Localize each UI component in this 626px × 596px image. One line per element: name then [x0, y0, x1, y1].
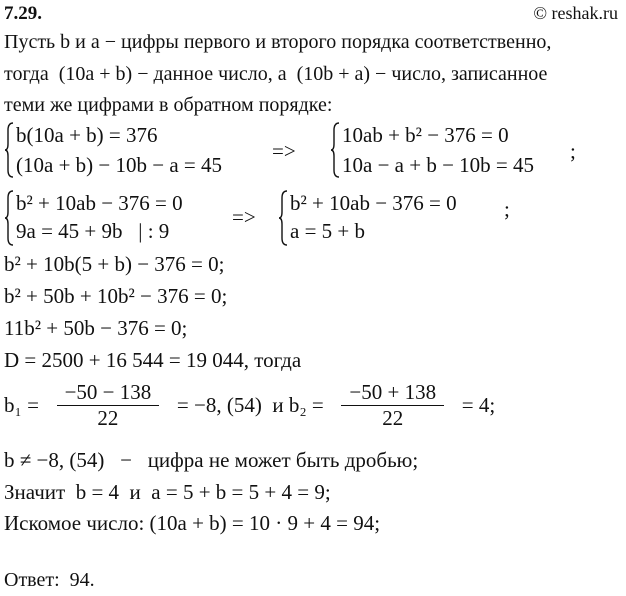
- brace-icon: [4, 190, 14, 246]
- root-result: = 4;: [461, 393, 496, 417]
- intro-line: тогда (10a + b) − данное число, а (10b + a) − число, записанное: [4, 63, 548, 85]
- conclusion: b ≠ −8, (54) − цифра не может быть дробью;: [4, 448, 419, 472]
- numerator: −50 − 138: [57, 380, 160, 406]
- conclusion: Значит b = 4 и a = 5 + b = 5 + 4 = 9;: [4, 480, 331, 504]
- implies-arrow: =>: [272, 139, 296, 163]
- problem-number: 7.29.: [4, 3, 42, 24]
- step: b² + 50b + 10b² − 376 = 0;: [4, 284, 228, 308]
- step: D = 2500 + 16 544 = 19 044, тогда: [4, 348, 302, 372]
- roots-line: [4, 380, 495, 431]
- intro-line: Пусть b и a − цифры первого и второго порядка соответственно,: [4, 31, 552, 53]
- equation: 10ab + b² − 376 = 0: [342, 123, 509, 147]
- answer: Ответ: 94.: [4, 569, 95, 591]
- denominator: 22: [382, 406, 404, 430]
- equation: b² + 10ab − 376 = 0: [16, 191, 183, 215]
- fraction: [43, 380, 173, 431]
- implies-arrow: =>: [232, 205, 256, 229]
- root-label: b₁ =: [4, 393, 39, 417]
- semicolon: ;: [504, 197, 510, 221]
- intro-line: теми же цифрами в обратном порядке:: [4, 94, 333, 116]
- denominator: 22: [97, 406, 119, 430]
- brace-icon: [4, 122, 14, 178]
- site-watermark: © reshak.ru: [533, 3, 618, 23]
- equation: a = 5 + b: [290, 219, 366, 243]
- step: b² + 10b(5 + b) − 376 = 0;: [4, 252, 225, 276]
- brace-icon: [330, 122, 340, 178]
- equation: 10a − a + b − 10b = 45: [342, 153, 535, 177]
- brace-icon: [278, 190, 288, 246]
- system-1: [4, 120, 622, 182]
- numerator: −50 + 138: [341, 380, 444, 406]
- equation: (10a + b) − 10b − a = 45: [16, 153, 223, 177]
- root-label: b₂ =: [288, 393, 324, 417]
- system-2: [4, 188, 622, 250]
- equation: b(10a + b) = 376: [16, 123, 158, 147]
- fraction: [328, 380, 458, 431]
- semicolon: ;: [570, 139, 576, 163]
- equation: b² + 10ab − 376 = 0: [290, 191, 457, 215]
- root-result: = −8, (54) и: [176, 393, 289, 417]
- conclusion: Искомое число: (10a + b) = 10 · 9 + 4 = 94;: [4, 511, 381, 535]
- step: 11b² + 50b − 376 = 0;: [4, 316, 188, 340]
- equation: 9a = 45 + 9b | : 9: [16, 219, 170, 243]
